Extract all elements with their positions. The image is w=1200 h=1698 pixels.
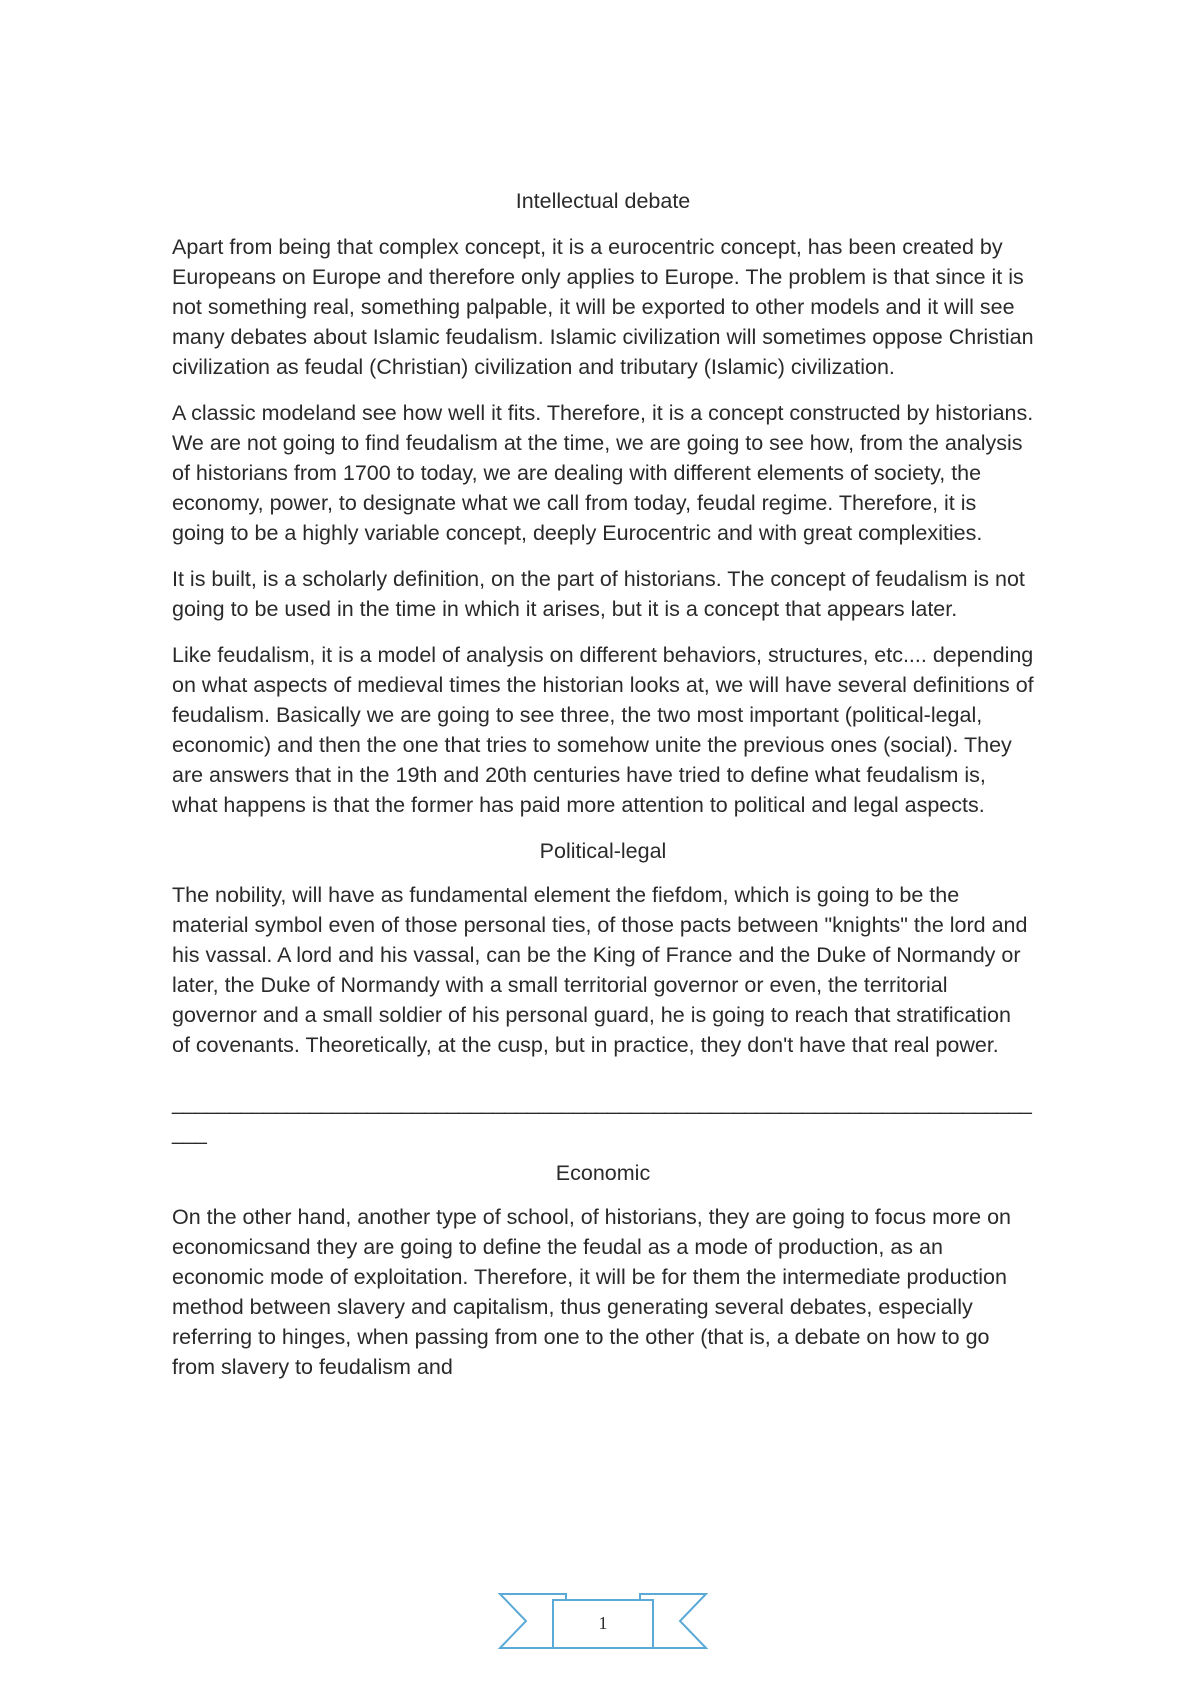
paragraph: It is built, is a scholarly definition, on the part of historians. The concept of feudalism is not going to be used in the time in which it arises, but it is a concept that appears later.	[172, 567, 1025, 621]
paragraph: Like feudalism, it is a model of analysis on different behaviors, structures, etc.... depending on what aspects of medieval times the historian looks at, we will have several definitions of feudalism. Basically we are going to see three, the two most important (political-legal, economic) and then the one that tries to somehow unite the previous ones (social). They are answers that in the 19th and 20th centuries have tried to define what feudalism is, what happens is that the former has paid more attention to political and legal aspects.	[172, 643, 1034, 817]
paragraph: The nobility, will have as fundamental element the fiefdom, which is going to be the material symbol even of those personal ties, of those pacts between "knights" the lord and his vassal. A lord and his vassal, can be the King of France and the Duke of Normandy or later, the Duke of Normandy with a small territorial governor or even, the territorial governor and a small soldier of his personal guard, he is going to reach that stratification of covenants. Theoretically, at the cusp, but in practice, they don't have that real power.	[172, 883, 1028, 1057]
document-body	[172, 186, 1034, 1398]
heading-economic: Economic	[555, 1161, 651, 1185]
underscore-separator: ______________________________________________________________________________	[172, 1091, 1032, 1145]
paragraph: A classic modeland see how well it fits. Therefore, it is a concept constructed by historians. We are not going to find feudalism at the time, we are going to see how, from the analysis of historians from 1700 to today, we are dealing with different elements of society, the economy, power, to designate what we call from today, feudal regime. Therefore, it is going to be a highly variable concept, deeply Eurocentric and with great complexities.	[172, 401, 1034, 545]
page-number: 1	[598, 1613, 608, 1633]
paragraph: Apart from being that complex concept, it is a eurocentric concept, has been created by Europeans on Europe and therefore only applies to Europe. The problem is that since it is not something real, something palpable, it will be exported to other models and it will see many debates about Islamic feudalism. Islamic civilization will sometimes oppose Christian civilization as feudal (Christian) civilization and tributary (Islamic) civilization.	[172, 235, 1034, 379]
heading-intellectual-debate: Intellectual debate	[515, 189, 691, 213]
heading-political-legal: Political-legal	[539, 839, 667, 863]
paragraph: On the other hand, another type of school, of historians, they are going to focus more on economicsand they are going to define the feudal as a mode of production, as an economic mode of exploitation. Therefore, it will be for them the intermediate production method between slavery and capitalism, thus generating several debates, especially referring to hinges, when passing from one to the other (that is, a debate on how to go from slavery to feudalism and	[172, 1205, 1012, 1379]
